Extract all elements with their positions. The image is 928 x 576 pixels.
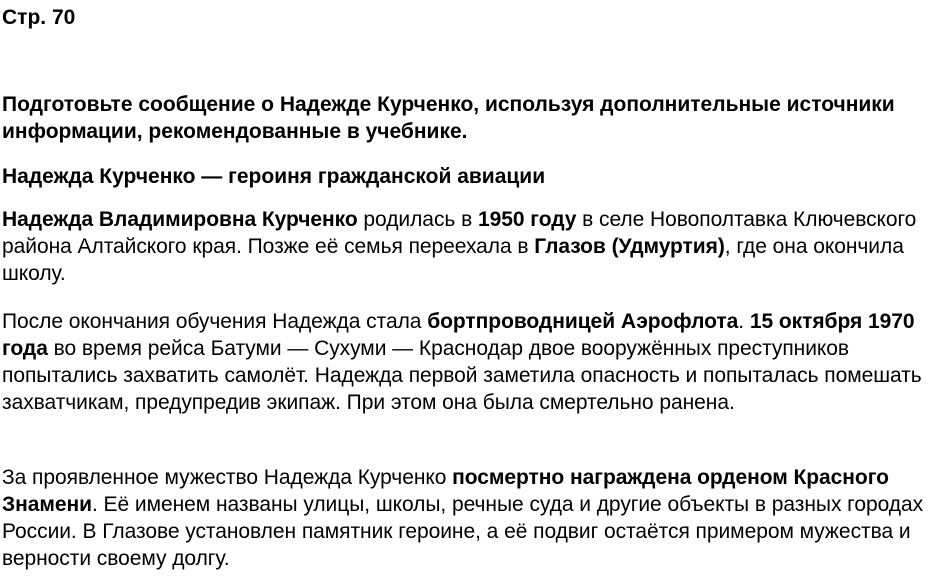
bold-profession: бортпроводницей Аэрофлота xyxy=(427,310,739,333)
text-span: После окончания обучения Надежда стала xyxy=(2,310,428,333)
text-span: в селе Новополтавка Ключевского района Алтайского края. Позже её семья переехала в xyxy=(2,208,917,258)
paragraph-memory xyxy=(2,464,926,572)
bold-award: посмертно награждена орденом Красного Знамени xyxy=(2,466,889,516)
bold-date: 15 октября 1970 года xyxy=(2,310,915,360)
text-span: , где она окончила школу. xyxy=(2,235,904,285)
section-heading: Надежда Курченко — героиня гражданской авиации xyxy=(2,165,546,188)
paragraph-feat xyxy=(2,308,926,416)
bold-year: 1950 году xyxy=(477,208,577,231)
task-prompt: Подготовьте сообщение о Надежде Курченко, используя дополнительные источники информации, рекомендованные в учебнике. xyxy=(2,93,895,143)
text-span: . Её именем названы улицы, школы, речные суда и другие объекты в разных городах России. В Глазове установлен памятник героине, а её подвиг остаётся примером мужества и верности своему долгу. xyxy=(2,493,924,570)
text-span: . xyxy=(738,310,750,333)
page-number: Стр. 70 xyxy=(2,6,76,29)
text-span: родилась в xyxy=(357,208,478,231)
bold-city: Глазов (Удмуртия) xyxy=(534,235,725,258)
text-span: во время рейса Батуми — Сухуми — Краснодар двое вооружённых преступников попытались захватить самолёт. Надежда первой заметила опасность и попыталась помешать захватчикам, предупредив экипаж. При этом она была смертельно ранена. xyxy=(2,337,922,414)
paragraph-biography xyxy=(2,206,926,287)
text-span: За проявленное мужество Надежда Курченко xyxy=(2,466,453,489)
bold-name: Надежда Владимировна Курченко xyxy=(2,208,358,231)
